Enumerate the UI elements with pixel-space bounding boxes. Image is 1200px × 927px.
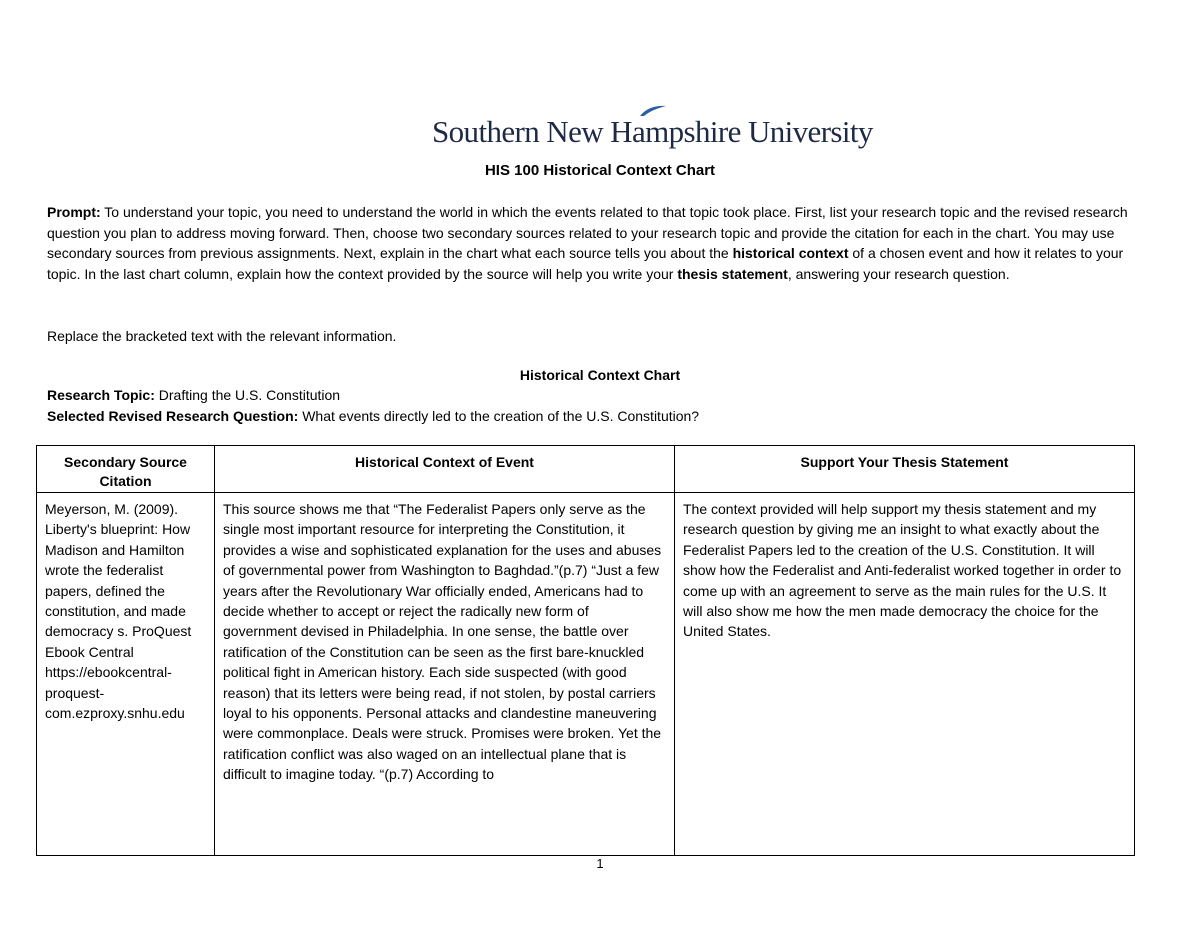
- logo-swoosh-icon: [638, 104, 668, 118]
- prompt-text-1: To understand your topic, you need to understand the world in which the events related to that topic took place. First, list your research topic and the revised research question you plan to address moving forward. Then, choose two secondary sources related to your research topic and provide the citation for each in the chart. You may use secondary sources from previous assignments. Next, explain in the chart what each source tells you about the: [47, 204, 1128, 261]
- research-topic-line: [47, 387, 340, 403]
- prompt-paragraph: [47, 202, 1155, 284]
- research-topic-value: Drafting the U.S. Constitution: [154, 387, 341, 403]
- citation-cell[interactable]: [37, 493, 215, 856]
- column-header-support: Support Your Thesis Statement: [675, 446, 1135, 493]
- column-header-context: Historical Context of Event: [215, 446, 675, 493]
- context-text: This source shows me that “The Federalist Papers only serve as the single most important resource for interpreting the Constitution, it provides a wise and sophisticated explanation for the uses and abuses of governmental power from Washington to Baghdad.”(p.7) “Just a few years after the Revolutionary War officially ended, Americans had to decide whether to accept or reject the radically new form of government devised in Philadelphia. In one sense, the battle over ratification of the Constitution can be seen as the first bare-knuckled political fight in American history. Each side suspected (with good reason) that its letters were being read, if not stolen, by postal carriers loyal to his opponents. Personal attacks and clandestine maneuvering were commonplace. Deals were struck. Promises were broken. Yet the ratification conflict was also waged on an intellectual plane that is difficult to imagine today. “(p.7) According to: [223, 501, 662, 783]
- column-header-citation: Secondary Source Citation: [37, 446, 215, 493]
- support-text: The context provided will help support my thesis statement and my research question by giving me an insight to what exactly about the Federalist Papers led to the creation of the U.S. Constitution. It will show how the Federalist and Anti-federalist worked together in order to come up with an agreement to serve as the main rules for the U.S. It will also show me how the men made democracy the choice for the United States.: [683, 501, 1122, 640]
- support-cell[interactable]: [675, 493, 1135, 856]
- university-logo: [432, 104, 873, 152]
- research-question-line: [47, 408, 699, 424]
- research-question-value: What events directly led to the creation of the U.S. Constitution?: [298, 408, 700, 424]
- chart-heading: Historical Context Chart: [519, 367, 681, 383]
- historical-context-table: [36, 445, 1135, 856]
- logo-wordmark: Southern New Hampshire University: [432, 114, 873, 149]
- prompt-bold-historical-context: historical context: [732, 245, 849, 261]
- research-question-label: Selected Revised Research Question:: [47, 408, 299, 424]
- citation-text: Meyerson, M. (2009). Liberty's blueprint: How Madison and Hamilton wrote the federalist papers, defined the constitution, and made democracy s. ProQuest Ebook Central https://ebookcentral-proquest-com.ezproxy.snhu.edu: [45, 501, 192, 722]
- document-title: HIS 100 Historical Context Chart: [484, 162, 716, 179]
- prompt-text-2: of a chosen event and how it relates to your topic. In the last chart column, explain how the context provided by the source will help you write your: [47, 245, 1124, 282]
- prompt-label: Prompt:: [47, 204, 101, 220]
- prompt-bold-thesis-statement: thesis statement: [677, 265, 788, 282]
- context-cell[interactable]: [215, 493, 675, 856]
- prompt-text-3: , answering your research question.: [787, 265, 1010, 282]
- page-number: 1: [596, 856, 604, 871]
- table-header-row: [37, 446, 1135, 493]
- research-topic-label: Research Topic:: [47, 387, 155, 403]
- table-row: [37, 493, 1135, 856]
- instructions-text: Replace the bracketed text with the relevant information.: [47, 328, 397, 344]
